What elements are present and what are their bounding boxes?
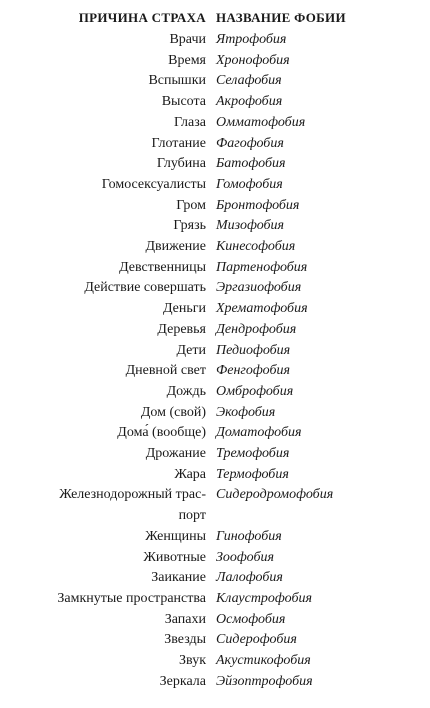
phobia-name: Экофобия <box>216 404 276 420</box>
header-phobia-name: НАЗВАНИЕ ФОБИИ <box>216 10 346 25</box>
table-row <box>0 423 430 444</box>
fear-cause: Звезды <box>164 632 206 648</box>
phobia-name: Тремофобия <box>216 446 290 462</box>
fear-cause: Дрожание <box>145 446 206 462</box>
table-row <box>0 175 430 196</box>
phobia-name: Доматофобия <box>216 425 302 441</box>
table-row <box>0 237 430 258</box>
table-row <box>0 341 430 362</box>
phobia-name: Акрофобия <box>216 94 283 110</box>
table-row <box>0 361 430 382</box>
table-row <box>0 216 430 237</box>
fear-cause: Высота <box>161 94 206 110</box>
phobia-name: Омброфобия <box>216 383 294 399</box>
fear-cause: Железнодорожный трас- порт <box>59 487 206 524</box>
fear-cause: Грязь <box>173 218 206 234</box>
table-row <box>0 403 430 424</box>
table-row <box>0 527 430 548</box>
table-row <box>0 258 430 279</box>
phobia-name: Осмофобия <box>216 611 286 627</box>
phobia-name: Сидеродромофобия <box>216 487 334 503</box>
fear-cause: Заикание <box>151 570 206 586</box>
table-row <box>0 71 430 92</box>
table-row <box>0 630 430 651</box>
phobia-name: Фенгофобия <box>216 363 290 379</box>
fear-cause: Деньги <box>162 301 206 317</box>
phobia-name: Бронтофобия <box>216 197 300 213</box>
phobia-name: Гомофобия <box>216 176 283 192</box>
table-row <box>0 92 430 113</box>
phobia-name: Хрематофобия <box>216 301 308 317</box>
fear-cause: Дневной свет <box>125 363 206 379</box>
fear-cause: Вспышки <box>148 73 206 89</box>
table-row <box>0 548 430 569</box>
table-row <box>0 154 430 175</box>
table-row <box>0 113 430 134</box>
fear-cause: Деревья <box>157 321 206 337</box>
fear-cause: Дождь <box>166 383 206 399</box>
fear-cause: Жара <box>174 466 206 482</box>
phobia-name: Батофобия <box>216 156 286 172</box>
phobia-name: Селафобия <box>216 73 282 89</box>
fear-cause: Глаза <box>174 114 206 130</box>
table-row <box>0 568 430 589</box>
table-header <box>0 8 430 26</box>
fear-cause: Животные <box>143 549 206 565</box>
table-row <box>0 610 430 631</box>
table-row <box>0 196 430 217</box>
table-row <box>0 485 430 526</box>
table-row <box>0 30 430 51</box>
fear-cause: Замкнутые пространства <box>57 590 206 606</box>
phobia-name: Эйзоптрофобия <box>216 673 313 689</box>
table-row <box>0 465 430 486</box>
fear-cause: Глубина <box>156 156 206 172</box>
fear-cause: Запахи <box>164 611 206 627</box>
table-body <box>0 30 430 693</box>
fear-cause: Дом (свой) <box>140 404 206 420</box>
phobia-name: Омматофобия <box>216 114 306 130</box>
phobia-name: Зоофобия <box>216 549 275 565</box>
phobia-name: Кинесофобия <box>216 239 296 255</box>
table-row <box>0 651 430 672</box>
table-row <box>0 320 430 341</box>
fear-cause: Женщины <box>145 528 206 544</box>
phobia-name: Гинофобия <box>216 528 282 544</box>
fear-cause: Гром <box>176 197 206 213</box>
fear-cause: Девственницы <box>119 259 206 275</box>
table-row <box>0 444 430 465</box>
fear-cause: Врачи <box>169 32 206 47</box>
phobia-name: Лалофобия <box>216 570 283 586</box>
fear-cause: Звук <box>179 653 206 669</box>
table-row <box>0 299 430 320</box>
header-cause: ПРИЧИНА СТРАХА <box>78 10 206 25</box>
fear-cause: Гомосексуалисты <box>101 176 206 192</box>
fear-cause: Дома́ (вообще) <box>117 425 206 441</box>
phobia-name: Клаустрофобия <box>216 590 313 606</box>
fear-cause: Зеркала <box>159 673 206 689</box>
fear-cause: Время <box>168 52 206 68</box>
fear-cause: Действие совершать <box>84 280 206 296</box>
phobia-name: Дендрофобия <box>216 321 297 337</box>
phobia-name: Ятрофобия <box>216 32 287 47</box>
table-row <box>0 134 430 155</box>
fear-cause: Глотание <box>151 135 206 151</box>
fear-cause: Дети <box>176 342 206 358</box>
table-row <box>0 51 430 72</box>
table-row <box>0 589 430 610</box>
phobia-name: Хронофобия <box>216 52 290 68</box>
phobia-name: Фагофобия <box>216 135 284 151</box>
table-row <box>0 672 430 693</box>
phobia-name: Сидерофобия <box>216 632 297 648</box>
phobia-name: Термофобия <box>216 466 289 482</box>
table-row <box>0 278 430 299</box>
phobia-name: Акустикофобия <box>216 653 311 669</box>
phobia-name: Партенофобия <box>216 259 308 275</box>
phobia-name: Педиофобия <box>216 342 291 358</box>
table-row <box>0 382 430 403</box>
phobia-table <box>0 8 430 693</box>
fear-cause: Движение <box>145 239 206 255</box>
phobia-name: Эргазиофобия <box>216 280 302 296</box>
phobia-name: Мизофобия <box>216 218 285 234</box>
